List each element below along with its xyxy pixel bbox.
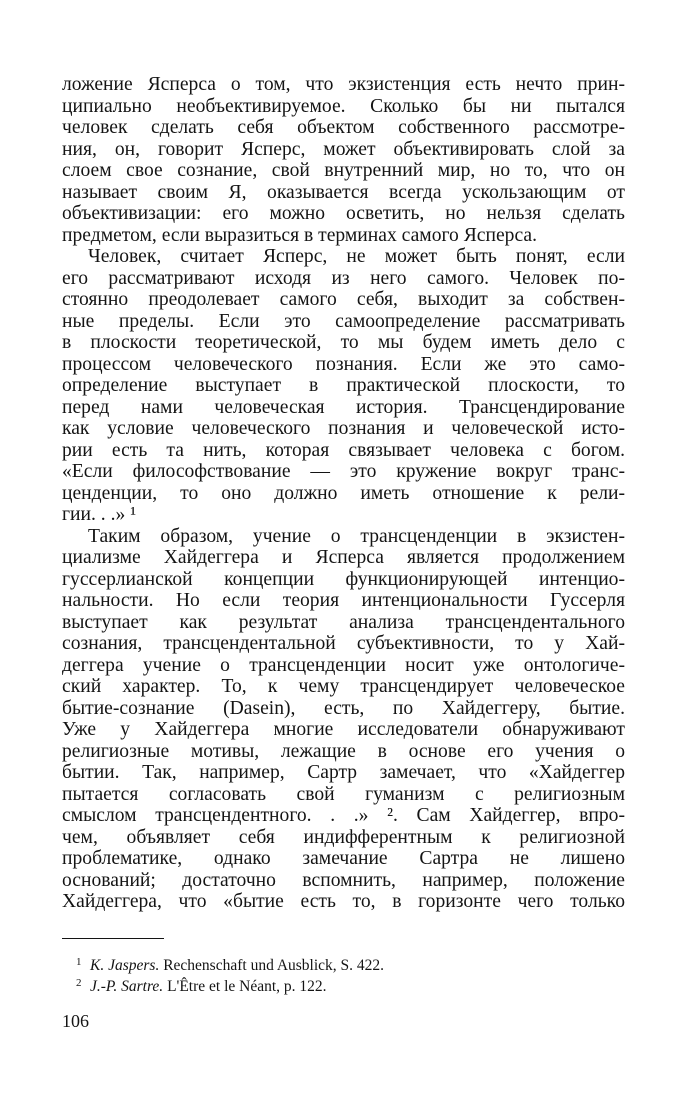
footnote-separator (62, 938, 164, 939)
text-line: рии есть та нить, которая связывает человека с богом. (62, 439, 625, 461)
text-line: Человек, считает Ясперс, не может быть понят, если (88, 246, 625, 267)
text-line: объективизации: его можно осветить, но нельзя сделать (62, 203, 625, 224)
footnote-author: J.-P. Sartre. (90, 978, 164, 995)
text-line: ский характер. То, к чему трансцендирует человеческое (62, 676, 625, 697)
text-line: выступает как результат анализа трансцендентального (62, 611, 625, 633)
text-line: гуссерлианской концепции функционирующей интенцио- (62, 568, 625, 590)
text-line: «Если философствование — это кружение вокруг транс- (62, 461, 625, 482)
text-line: как условие человеческого познания и человеческой исто- (62, 418, 625, 439)
text-line: нальности. Но если теория интенциональности Гуссерля (62, 590, 625, 611)
text-line: проблематике, однако замечание Сартра не лишено (62, 848, 625, 869)
text-line: ципиально необъективируемое. Сколько бы ни пытался (62, 95, 625, 117)
text-line: перед нами человеческая история. Трансцендирование (62, 396, 625, 418)
text-line: ценденции, то оно должно иметь отношение к рели- (62, 482, 625, 504)
text-line: ния, он, говорит Ясперс, может объективировать слой за (62, 138, 625, 160)
footnote-author: K. Jaspers. (90, 957, 160, 974)
text-line: Таким образом, учение о трансценденции в экзистен- (88, 525, 625, 547)
text-line: смыслом трансцендентного. . .» ². Сам Хайдеггер, впро- (62, 805, 625, 826)
text-line: стоянно преодолевает самого себя, выходит за собствен- (62, 289, 625, 310)
page-number: 106 (62, 1011, 89, 1031)
footnote-2 (76, 977, 327, 997)
text-line: определение выступает в практической плоскости, то (62, 375, 625, 396)
text-line: в плоскости теоретической, то мы будем иметь дело с (62, 332, 625, 353)
text-line: человек сделать себя объектом собственного рассмотре- (62, 117, 625, 138)
text-line: ные пределы. Если это самоопределение рассматривать (62, 310, 625, 332)
text-line: деггера учение о трансценденции носит уже онтологиче- (62, 654, 625, 676)
footnote-mark: 2 (76, 977, 82, 989)
footnote-text: Rechenschaft und Ausblick, S. 422. (163, 957, 385, 974)
text-line: Хайдеггера, что «бытие есть то, в горизонте чего только (62, 891, 625, 912)
text-line: ложение Ясперса о том, что экзистенция есть нечто прин- (62, 74, 625, 95)
footnote-mark: 1 (76, 956, 82, 968)
text-line: называет своим Я, оказывается всегда ускользающим от (62, 181, 625, 203)
footnote-1 (76, 956, 385, 976)
text-line: процессом человеческого познания. Если же это само- (62, 353, 625, 375)
text-line: циализме Хайдеггера и Ясперса является продолжением (62, 547, 625, 568)
text-line: чем, объявляет себя индифферентным к религиозной (62, 826, 625, 848)
text-line: религиозные мотивы, лежащие в основе его учения о (62, 740, 625, 762)
text-line: бытие-сознание (Dasein), есть, по Хайдеггеру, бытие. (62, 697, 625, 719)
text-line: оснований; достаточно вспомнить, например, положение (62, 869, 625, 891)
text-line: предметом, если выразиться в терминах самого Ясперса. (62, 224, 538, 246)
text-line: Уже у Хайдеггера многие исследователи обнаруживают (62, 719, 625, 740)
text-line: сознания, трансцендентальной субъективности, то у Хай- (62, 633, 625, 654)
footnote-text: L'Être et le Néant, p. 122. (167, 978, 327, 995)
text-line: его рассматривают исходя из него самого. Человек по- (62, 267, 625, 289)
text-line: бытии. Так, например, Сартр замечает, что «Хайдеггер (62, 762, 625, 783)
text-line: пытается согласовать свой гуманизм с религиозным (62, 783, 625, 805)
text-line: гии. . .» ¹ (62, 504, 137, 525)
text-line: слоем свое сознание, свой внутренний мир, но то, что он (62, 160, 625, 181)
